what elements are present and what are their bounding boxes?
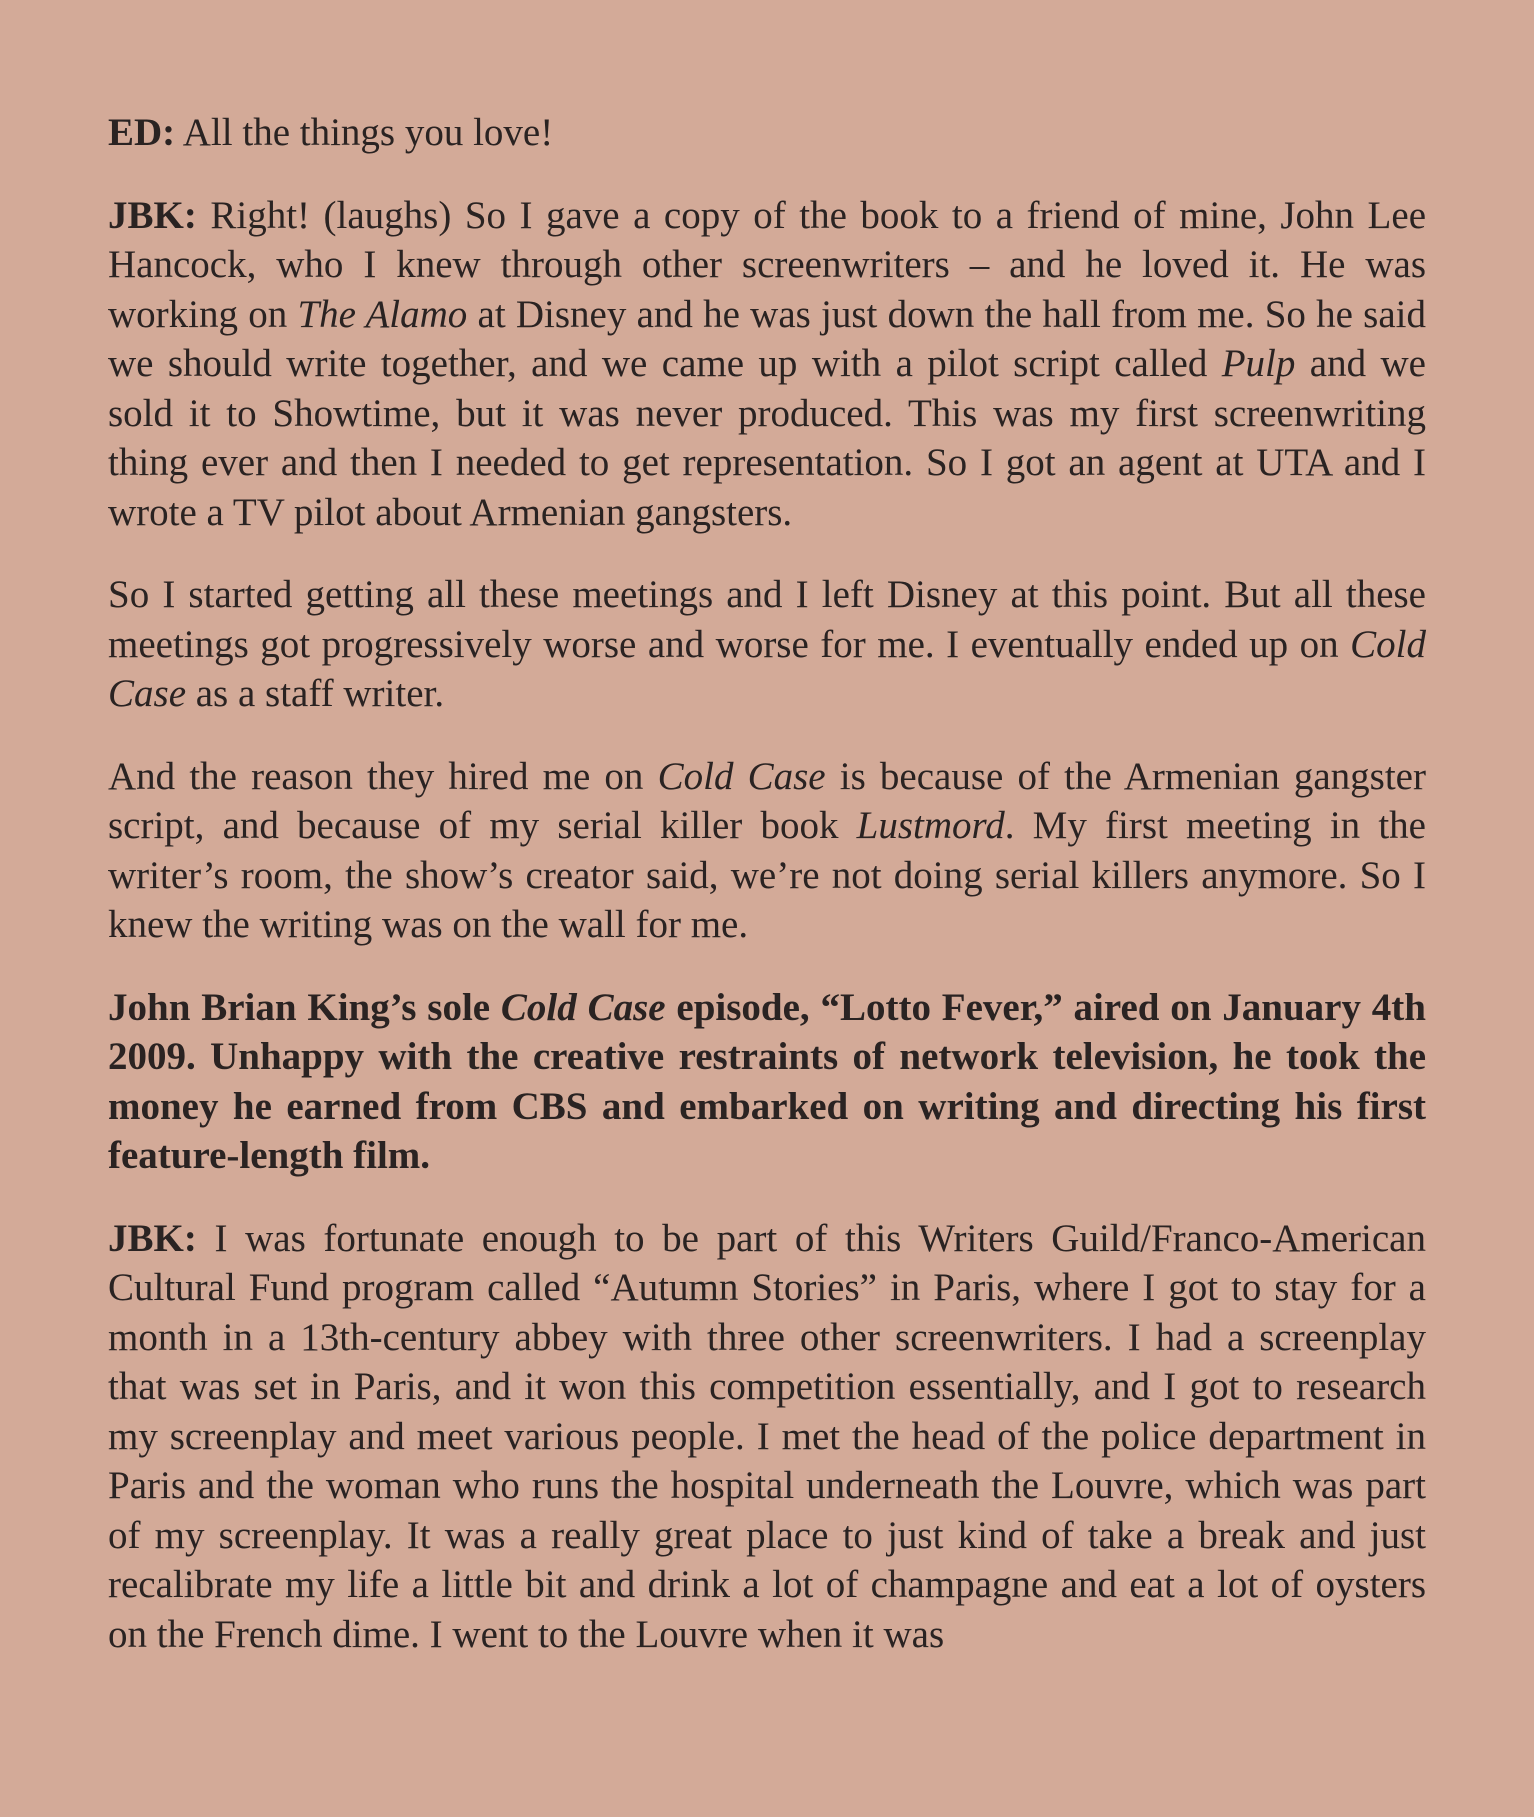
paragraph-text: And the reason they hired me on [108, 754, 658, 798]
paragraph-jbk-pulp-script [108, 191, 1426, 538]
paragraph-text: Right! (laughs) So I gave a copy of the book to a friend of mine, John Lee Hancock, who I knew through other screenwriters – and he loved it. He was working on [108, 193, 1426, 336]
paragraph-text: So I started getting all these meetings and I left Disney at this point. But all these meetings got progressively worse and worse for me. I eventually ended up on [108, 573, 1426, 666]
paragraph-meetings [108, 570, 1426, 719]
speaker-label: JBK: [108, 193, 197, 237]
italic-title-lustmord: Lustmord [856, 804, 1005, 847]
italic-title-pulp: Pulp [1221, 342, 1296, 385]
paragraph-text: All the things you love! [175, 111, 554, 154]
speaker-label: JBK: [108, 1216, 197, 1260]
paragraph-narration-lotto-fever [108, 983, 1426, 1181]
paragraph-text: John Brian King’s sole [108, 985, 501, 1029]
italic-title-cold-case: Cold Case [108, 622, 1426, 715]
italic-title-cold-case: Cold Case [500, 985, 666, 1029]
paragraph-text: at Disney and he was just down the hall from me. So he said we should write together, and we came up with a pilot script called [108, 292, 1426, 385]
paragraph-hired-on-cold-case [108, 752, 1426, 950]
paragraph-text: and we sold it to Showtime, but it was never produced. This was my first screenwriting thing ever and then I needed to get representation. So I got an agent at UTA and I wrote a TV pilot about Armenian gangsters. [108, 342, 1426, 534]
paragraph-jbk-autumn-stories [108, 1214, 1426, 1660]
paragraph-text: . My first meeting in the writer’s room, the show’s creator said, we’re not doing serial killers anymore. So I knew the writing was on the wall for me. [108, 804, 1426, 946]
paragraph-text: is because of the Armenian gangster script, and because of my serial killer book [108, 754, 1426, 847]
page-content [108, 108, 1426, 1692]
speaker-label: ED: [108, 111, 176, 154]
paragraph-text: as a staff writer. [186, 672, 445, 715]
paragraph-text: episode, “Lotto Fever,” aired on January 4th 2009. Unhappy with the creative restraints of network television, he took the money he earned from CBS and embarked on writing and directing his first feature-length film. [108, 985, 1426, 1177]
italic-title-the-alamo: The Alamo [297, 292, 468, 336]
paragraph-text: I was fortunate enough to be part of this Writers Guild/Franco-American Cultural Fund program called “Autumn Stories” in Paris, where I got to stay for a month in a 13th-century abbey with three other screenwriters. I had a screenplay that was set in Paris, and it won this competition essentially, and I got to research my screenplay and meet various people. I met the head of the police department in Paris and the woman who runs the hospital underneath the Louvre, which was part of my screenplay. It was a really great place to just kind of take a break and just recalibrate my life a little bit and drink a lot of champagne and eat a lot of oysters on the French dime. I went to the Louvre when it was [108, 1216, 1426, 1656]
italic-title-cold-case: Cold Case [657, 754, 826, 798]
paragraph-ed-all-the-things [108, 108, 1426, 158]
